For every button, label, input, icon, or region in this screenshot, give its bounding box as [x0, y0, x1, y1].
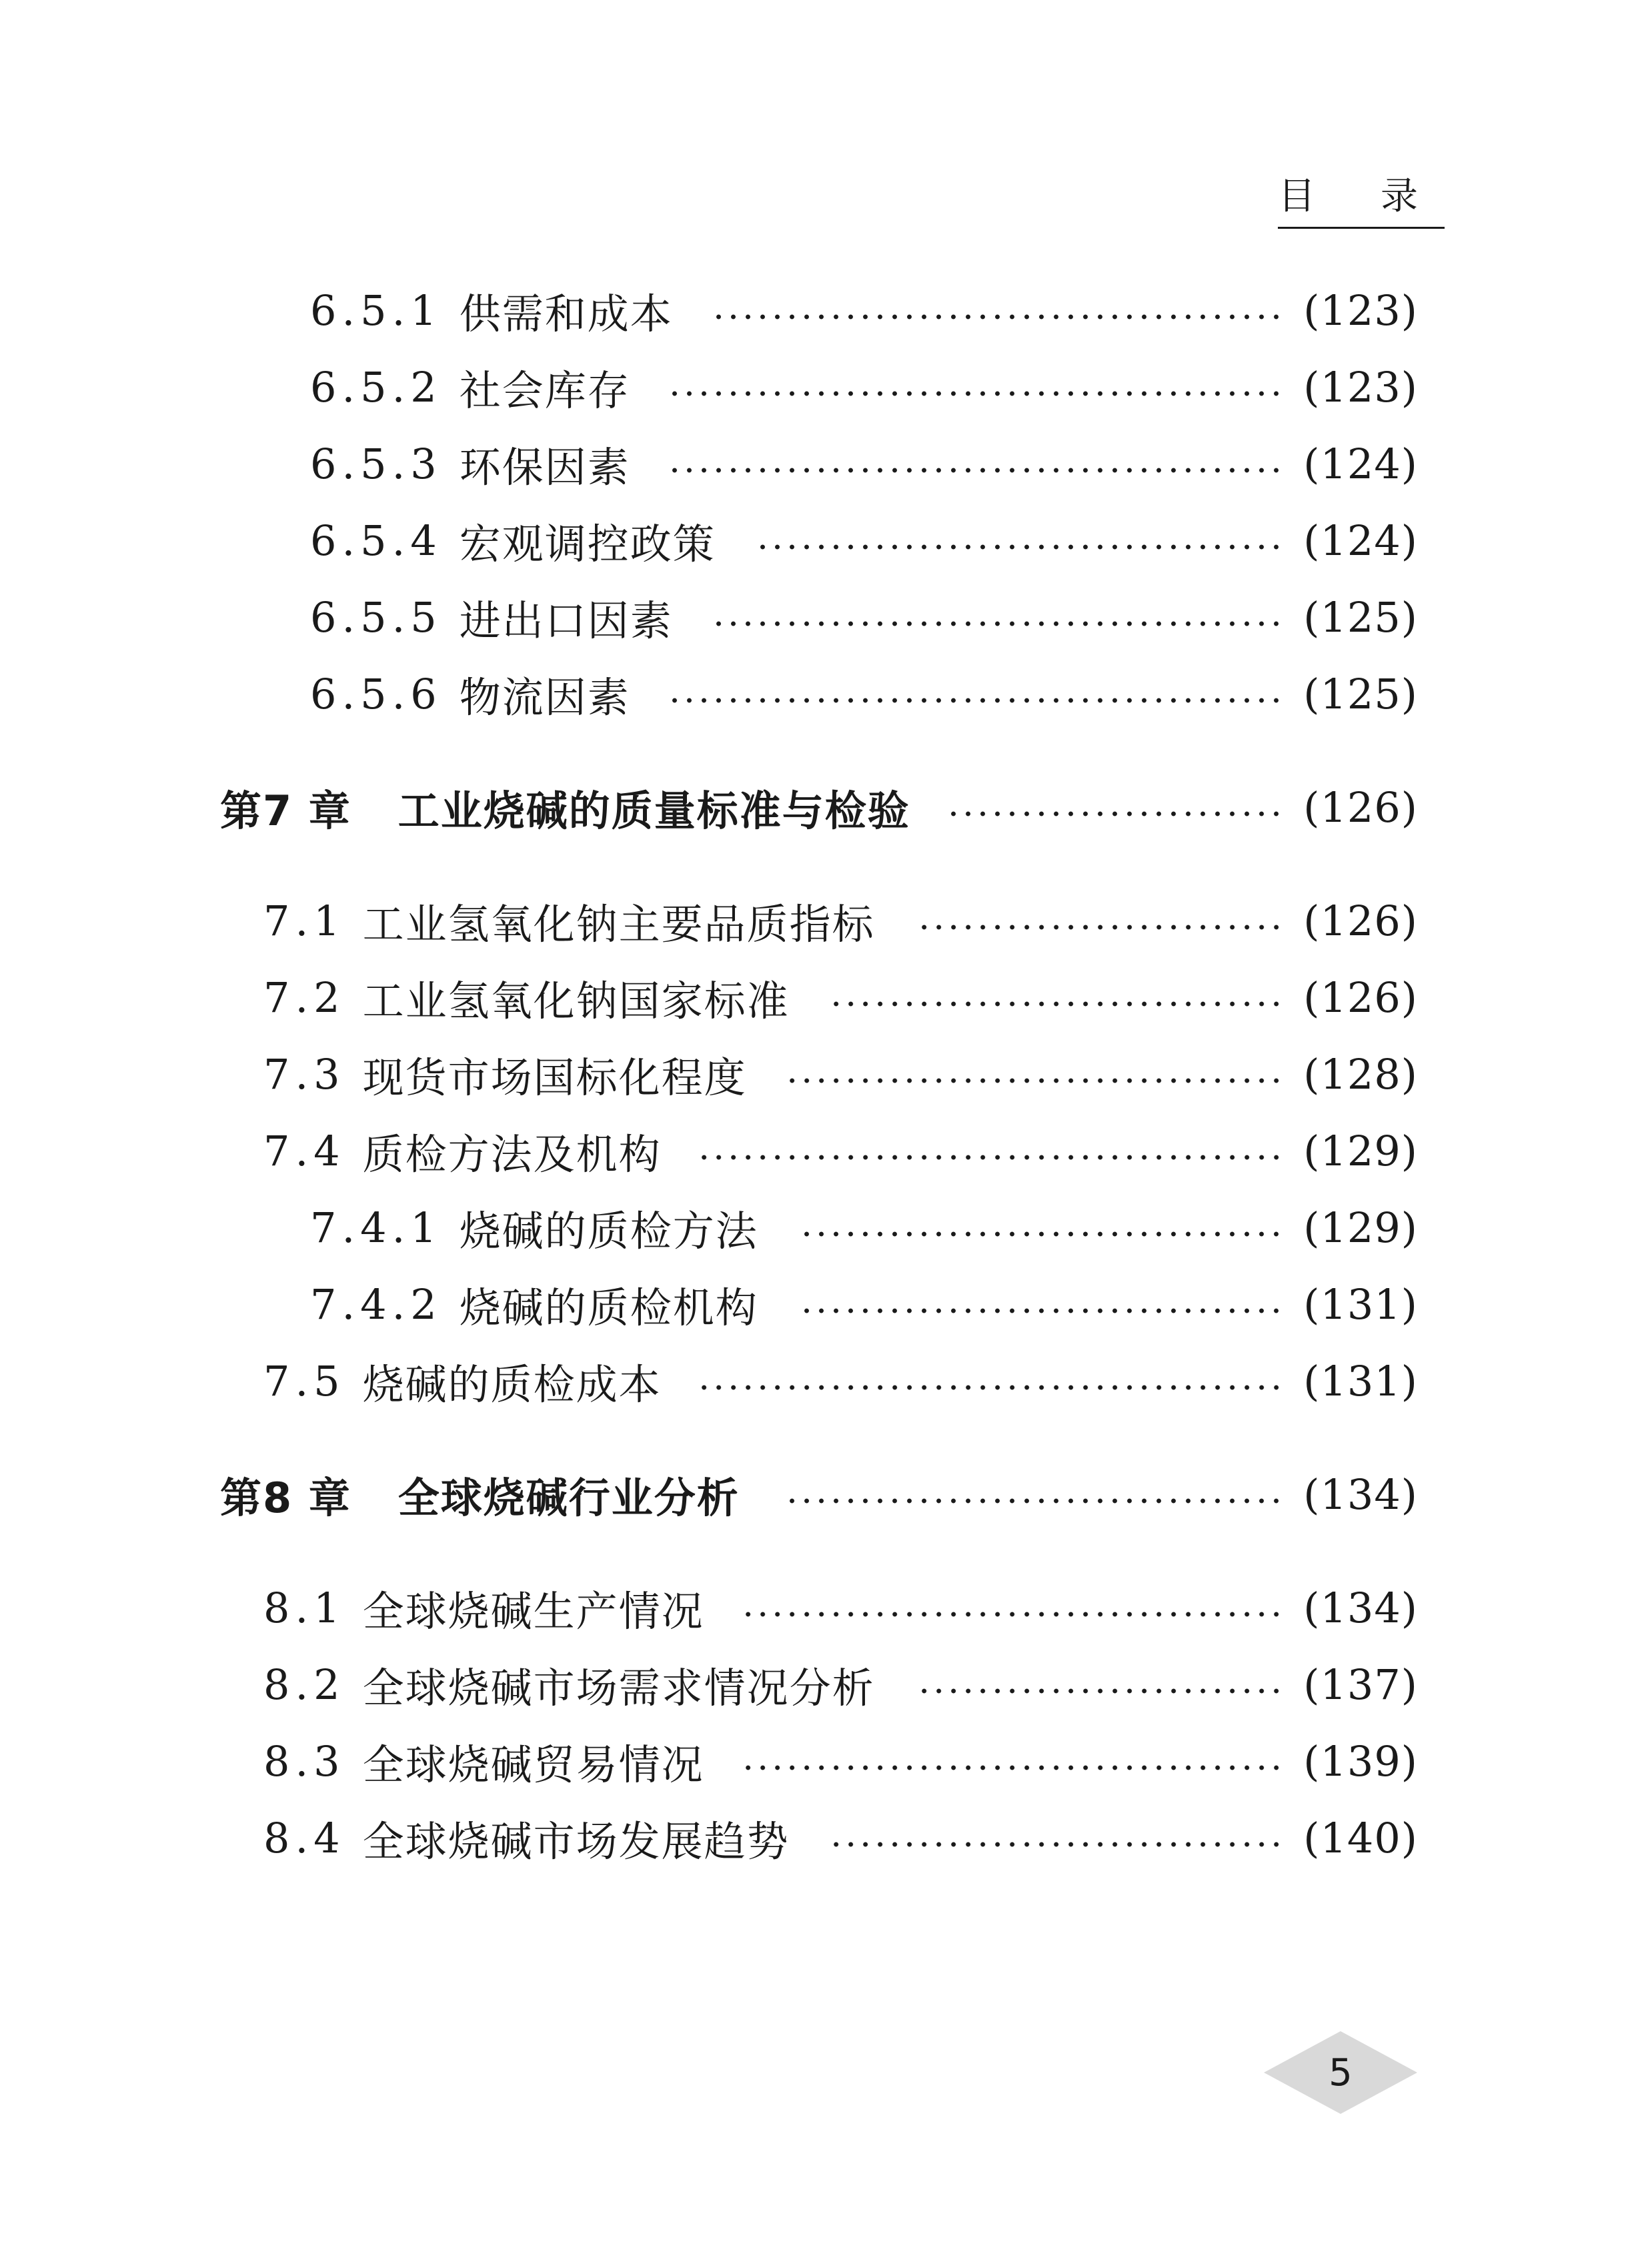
toc-entry-heading	[310, 434, 630, 494]
running-head	[1278, 167, 1445, 229]
toc-entry[interactable]	[0, 1578, 1638, 1638]
toc-entry-heading	[263, 1732, 704, 1791]
toc-dot-leader	[780, 1498, 1284, 1504]
toc-chapter-entry[interactable]	[0, 1464, 1638, 1524]
toc-entry-title: 全球烧碱市场需求情况分析	[362, 1663, 875, 1712]
toc-entry-heading	[263, 1808, 790, 1868]
toc-entry[interactable]	[0, 1274, 1638, 1334]
toc-entry-page: (126)	[1303, 973, 1418, 1022]
toc-entry-page: (124)	[1303, 439, 1418, 488]
toc-entry-number: 8.2	[263, 1660, 345, 1709]
toc-entry-page: (134)	[1303, 1470, 1418, 1519]
toc-dot-leader	[756, 544, 1284, 550]
toc-entry[interactable]	[0, 967, 1638, 1027]
toc-entry[interactable]	[0, 280, 1638, 340]
toc-entry-heading	[263, 968, 790, 1027]
toc-dot-leader	[915, 924, 1284, 931]
toc-entry-title: 社会库存	[459, 366, 630, 415]
toc-entry-title: 全球烧碱生产情况	[362, 1586, 704, 1636]
page-number-badge	[1264, 2031, 1417, 2114]
toc-entry-page: (126)	[1303, 896, 1418, 945]
toc-entry[interactable]	[0, 664, 1638, 724]
toc-entry-heading	[310, 358, 630, 417]
toc-entry-heading	[310, 1198, 758, 1257]
toc-entry-heading	[310, 1275, 758, 1334]
toc-entry-heading	[310, 588, 673, 647]
toc-entry-heading	[220, 778, 910, 837]
toc-dot-leader	[702, 1154, 1284, 1161]
toc-entry-heading	[263, 891, 875, 951]
toc-entry-title: 进出口因素	[459, 596, 673, 645]
toc-entry-page: (137)	[1303, 1660, 1418, 1709]
toc-dot-leader	[670, 467, 1284, 474]
toc-entry-page: (125)	[1303, 669, 1418, 718]
toc-entry-heading	[263, 1351, 662, 1411]
toc-dot-leader	[713, 620, 1284, 627]
toc-entry[interactable]	[0, 1197, 1638, 1257]
toc-entry[interactable]	[0, 510, 1638, 570]
toc-entry[interactable]	[0, 587, 1638, 647]
toc-dot-leader	[950, 810, 1284, 817]
toc-entry-number: 8.4	[263, 1813, 345, 1862]
toc-entry[interactable]	[0, 1351, 1638, 1411]
toc-entry-title: 烧碱的质检机构	[459, 1283, 758, 1332]
toc-dot-leader	[670, 697, 1284, 704]
toc-entry-page: (123)	[1303, 286, 1418, 335]
toc-entry-heading	[263, 1655, 875, 1714]
toc-chapter-entry[interactable]	[0, 777, 1638, 837]
toc-dot-leader	[830, 1841, 1284, 1848]
toc-entry-title: 烧碱的质检成本	[362, 1359, 662, 1409]
toc-entry-title: 现货市场国标化程度	[362, 1053, 747, 1102]
toc-entry-number: 7.4.1	[310, 1203, 442, 1252]
toc-entry-title: 供需和成本	[459, 289, 673, 338]
toc-entry-number: 第8 章	[220, 1473, 351, 1522]
toc-entry-heading	[310, 511, 716, 570]
toc-entry[interactable]	[0, 434, 1638, 494]
toc-entry-page: (123)	[1303, 362, 1418, 412]
toc-entry-title: 工业氢氧化钠国家标准	[362, 976, 790, 1025]
toc-entry-title: 宏观调控政策	[459, 519, 716, 568]
toc-entry-heading	[263, 1121, 662, 1181]
toc-entry-heading	[310, 664, 630, 724]
toc-entry-number: 6.5.6	[310, 669, 442, 718]
toc-dot-leader	[744, 1611, 1284, 1618]
toc-entry-number: 7.4	[263, 1126, 345, 1175]
toc-entry[interactable]	[0, 1654, 1638, 1714]
toc-entry-number: 6.5.4	[310, 516, 442, 565]
page-number: 5	[1329, 2051, 1353, 2095]
toc-entry-number: 8.1	[263, 1583, 345, 1632]
toc-entry[interactable]	[0, 357, 1638, 417]
toc-entry-heading	[263, 1578, 704, 1638]
toc-entry-number: 6.5.1	[310, 286, 442, 335]
toc-entry-title: 烧碱的质检方法	[459, 1206, 758, 1255]
toc-dot-leader	[787, 1077, 1284, 1084]
running-head-text: 目 录	[1278, 175, 1445, 218]
toc-dot-leader	[830, 1001, 1284, 1007]
toc-entry-number: 7.3	[263, 1049, 345, 1099]
toc-entry-title: 全球烧碱贸易情况	[362, 1740, 704, 1789]
toc-entry-heading	[310, 281, 673, 340]
toc-entry[interactable]	[0, 891, 1638, 951]
toc-entry-title: 全球烧碱市场发展趋势	[362, 1816, 790, 1866]
toc-entry-title: 工业烧碱的质量标准与检验	[397, 786, 910, 835]
toc-entry-title: 工业氢氧化钠主要品质指标	[362, 899, 875, 949]
toc-entry-number: 7.5	[263, 1356, 345, 1405]
toc-dot-leader	[915, 1688, 1284, 1694]
toc-entry[interactable]	[0, 1731, 1638, 1791]
toc-entry-number: 7.4.2	[310, 1279, 442, 1329]
toc-entry[interactable]	[0, 1121, 1638, 1181]
toc-entry-number: 7.2	[263, 973, 345, 1022]
toc-entry-heading	[263, 1045, 747, 1104]
toc-entry-title: 全球烧碱行业分析	[397, 1473, 740, 1522]
toc-entry-number: 6.5.3	[310, 439, 442, 488]
toc-entry-title: 质检方法及机构	[362, 1129, 662, 1179]
toc-entry-number: 第7 章	[220, 786, 351, 835]
toc-entry-title: 环保因素	[459, 442, 630, 492]
toc-dot-leader	[713, 314, 1284, 320]
toc-entry-heading	[220, 1465, 740, 1524]
toc-entry-number: 6.5.5	[310, 592, 442, 642]
toc-entry-page: (128)	[1303, 1049, 1418, 1099]
toc-entry-page: (125)	[1303, 592, 1418, 642]
toc-entry-page: (126)	[1303, 782, 1418, 832]
toc-entry-page: (129)	[1303, 1126, 1418, 1175]
toc-dot-leader	[798, 1307, 1284, 1314]
toc-entry-page: (140)	[1303, 1813, 1418, 1862]
toc-dot-leader	[744, 1764, 1284, 1771]
toc-dot-leader	[702, 1384, 1284, 1391]
toc-entry-page: (134)	[1303, 1583, 1418, 1632]
toc-dot-leader	[670, 390, 1284, 397]
toc-entry[interactable]	[0, 1808, 1638, 1868]
toc-entry-page: (131)	[1303, 1279, 1418, 1329]
toc-entry-number: 7.1	[263, 896, 345, 945]
toc-entry-title: 物流因素	[459, 672, 630, 722]
toc-entry-page: (139)	[1303, 1736, 1418, 1786]
toc-entry-number: 6.5.2	[310, 362, 442, 412]
toc-entry[interactable]	[0, 1044, 1638, 1104]
toc-entry-page: (129)	[1303, 1203, 1418, 1252]
toc-entry-page: (131)	[1303, 1356, 1418, 1405]
toc-entry-page: (124)	[1303, 516, 1418, 565]
toc-dot-leader	[798, 1231, 1284, 1237]
toc-entry-number: 8.3	[263, 1736, 345, 1786]
